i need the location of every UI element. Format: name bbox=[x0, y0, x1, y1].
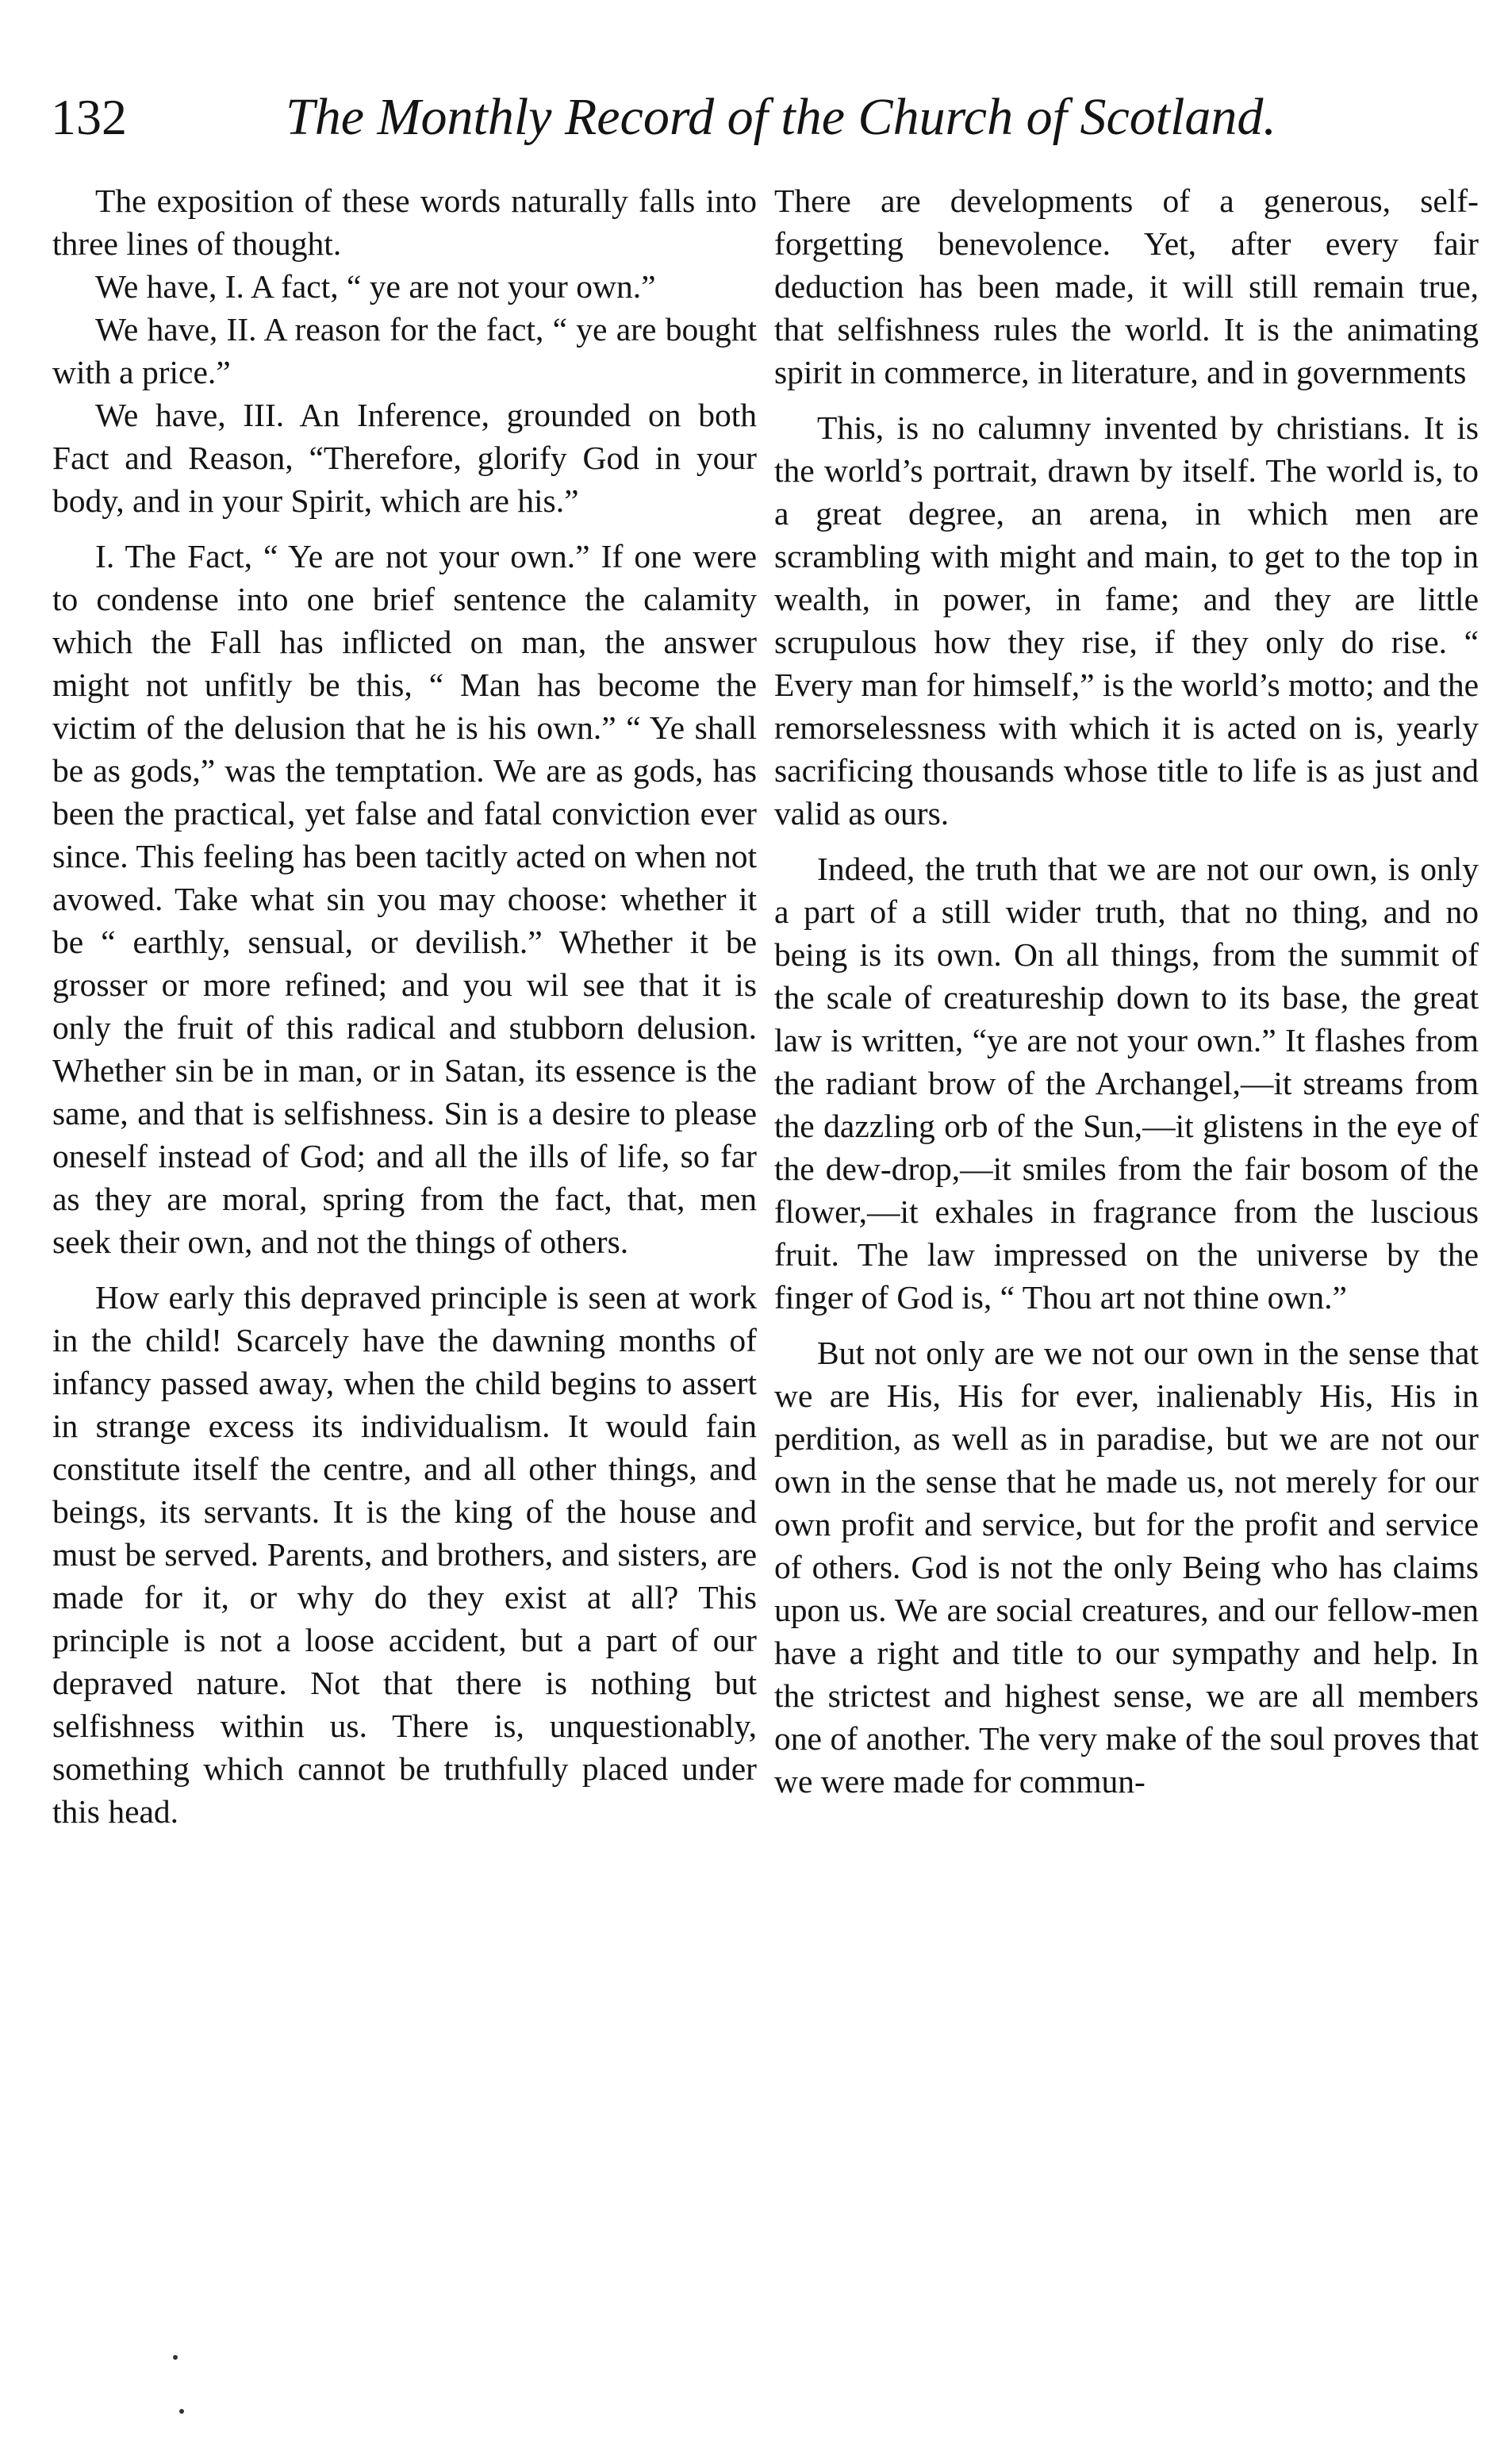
left-column bbox=[52, 179, 757, 1846]
page-header bbox=[48, 79, 1285, 156]
paragraph: How early this depraved principle is seen at work in the child! Scarcely have the dawning months of infancy passed away, when the child begins to assert in strange excess its individualism. It would fain constitute itself the centre, and all other things, and beings, its servants. It is the king of the house and must be served. Parents, and brothers, and sisters, are made for it, or why do they exist at all? This principle is not a loose accident, but a part of our depraved nature. Not that there is nothing but selfishness within us. There is, unquestionably, something which cannot be truthfully placed under this head. bbox=[52, 1279, 757, 1830]
paragraph: But not only are we not our own in the sense that we are His, His for ever, inalienably His, His in perdition, as well as in paradise, but we are not our own in the sense that he made us, not merely for our own profit and service, but for the profit and service of others. God is not the only Being who has claims upon us. We are social creatures, and our fellow-men have a right and title to our sympathy and help. In the strictest and highest sense, we are all members one of another. The very make of the soul proves that we were made for commun- bbox=[774, 1335, 1479, 1800]
paragraph: Indeed, the truth that we are not our own, is only a part of a still wider truth, that no thing, and no being is its own. On all things, from the summit of the scale of creatureship down to its base, the great law is written, “ye are not your own.” It flashes from the radiant brow of the Archangel,—it streams from the dazzling orb of the Sun,—it glistens in the eye of the dew-drop,—it smiles from the fair bosom of the flower,—it exhales in fragrance from the luscious fruit. The law impressed on the universe by the finger of God is, “ Thou art not thine own.” bbox=[774, 851, 1479, 1316]
paragraph: We have, I. A fact, “ ye are not your own.” bbox=[95, 268, 656, 305]
paragraph: The exposition of these words naturally falls into three lines of thought. bbox=[52, 182, 757, 262]
ink-speck bbox=[179, 2409, 184, 2414]
ink-speck bbox=[173, 2355, 178, 2360]
paragraph: I. The Fact, “ Ye are not your own.” If one were to condense into one brief sentence the calamity which the Fall has inflicted on man, the answer might not unfitly be this, “ Man has become the victim of the delusion that he is his own.” “ Ye shall be as gods,” was the temptation. We are as gods, has been the practical, yet false and fatal conviction ever since. This feeling has been tacitly acted on when not avowed. Take what sin you may choose: whether it be “ earthly, sensual, or devilish.” Whether it be grosser or more refined; and you wil see that it is only the fruit of this radical and stubborn delusion. Whether sin be in man, or in Satan, its essence is the same, and that is selfishness. Sin is a desire to please oneself instead of God; and all the ills of life, so far as they are moral, spring from the fact, that, men seek their own, and not the things of others. bbox=[52, 538, 757, 1260]
right-column bbox=[774, 179, 1479, 1815]
paragraph: This, is no calumny invented by christians. It is the world’s portrait, drawn by itself. The world is, to a great degree, an arena, in which men are scrambling with might and main, to get to the top in wealth, in power, in fame; and they are little scrupulous how they rise, if they only do rise. “ Every man for himself,” is the world’s motto; and the remorselessness with which it is acted on is, yearly sacrificing thousands whose title to life is as just and valid as ours. bbox=[774, 409, 1479, 832]
paragraph: We have, III. An Inference, grounded on both Fact and Reason, “Therefore, glorify God in your body, and in your Spirit, which are his.” bbox=[52, 397, 757, 519]
paragraph: We have, II. A reason for the fact, “ ye are bought with a price.” bbox=[52, 311, 757, 390]
page-number: 132 bbox=[51, 89, 127, 145]
running-title: The Monthly Record of the Church of Scotland. bbox=[286, 88, 1276, 146]
paragraph: There are developments of a generous, self-forgetting benevolence. Yet, after every fair deduction has been made, it will still remain true, that selfishness rules the world. It is the animating spirit in commerce, in literature, and in governments bbox=[774, 182, 1479, 390]
